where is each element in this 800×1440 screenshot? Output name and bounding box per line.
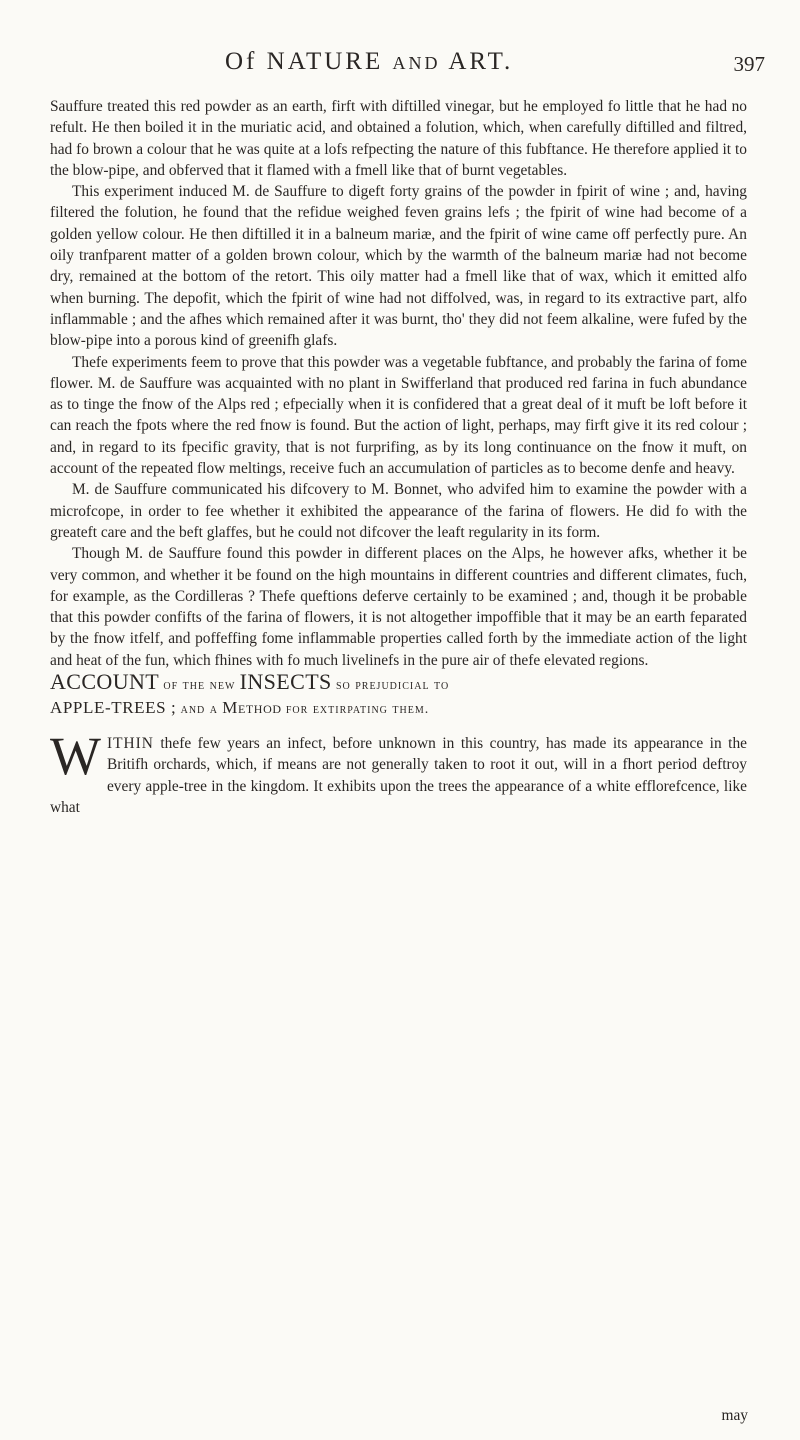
article-body-text: thefe few years an infect, before unknown in this country, has made its appearance in the Britifh orchards, which, if means are not generally taken to root it out, will in a fhort period deftroy every apple-tree in the kingdom. It exhibits upon the trees the appearance of a white efflorefcence, like what bbox=[50, 735, 747, 816]
running-head-nature: NATURE bbox=[266, 48, 384, 75]
title-so-prejudicial: so prejudicial to bbox=[335, 678, 450, 694]
page-header bbox=[225, 46, 765, 86]
catchword: may bbox=[721, 1407, 748, 1424]
title-of-the-new: of the new bbox=[163, 678, 236, 694]
running-head-of: Of bbox=[225, 48, 258, 75]
paragraph: Though M. de Sauffure found this powder in different places on the Alps, he however afks, whether it be very common, and whether it be found on the high mountains in different countries and different climates, fuch, for example, as the Cordilleras ? Thefe queftions deferve certainly to be examined ; and, though it be probable that this powder confifts of the farina of flowers, it is not altogether impoffible that it may be an earth feparated by the fnow itfelf, and poffeffing fome inflammable properties called forth by the immediate action of the light and heat of the fun, which fhines with fo much livelinefs in the pure air of thefe elevated regions. bbox=[50, 545, 747, 669]
paragraph: M. de Sauffure communicated his difcovery to M. Bonnet, who advifed him to examine the powder with a microfcope, in order to fee whether it exhibited the appearance of the farina of flowers. He did fo with the greateft care and the beft glaffes, but he could not difcover the leaft regularity in its form. bbox=[50, 481, 747, 541]
title-and-a: and a bbox=[180, 702, 218, 718]
title-for-extirpating: for extirpating them. bbox=[285, 702, 430, 718]
article-body bbox=[50, 726, 747, 818]
drop-cap: W bbox=[50, 726, 101, 787]
paragraph: Thefe experiments feem to prove that this powder was a vegetable fubftance, and probably the farina of fome flower. M. de Sauffure was acquainted with no plant in Swifferland that produced red farina in fuch abundance as to tinge the fnow of the Alps red ; efpecially when it is confidered that a great deal of it muft be loft before it can reach the fpots where the red fnow is found. But the action of light, perhaps, may firft give it its red colour ; and, in regard to its fpecific gravity, that is not furprifing, as by its long continuance on the fnow it muft, on account of the repeated flow meltings, receive fuch an accumulation of particles as to become denfe and heavy. bbox=[50, 353, 747, 478]
title-apple-trees: APPLE-TREES ; bbox=[50, 698, 177, 718]
title-method: Method bbox=[222, 698, 282, 718]
running-head-art: ART. bbox=[448, 48, 514, 75]
title-account: ACCOUNT bbox=[50, 669, 160, 695]
lead-word: ITHIN bbox=[106, 735, 154, 753]
article-title bbox=[50, 671, 747, 721]
body-text bbox=[50, 96, 747, 818]
running-head bbox=[225, 46, 513, 78]
paragraph: This experiment induced M. de Sauffure to digeft forty grains of the powder in fpirit of wine ; and, having filtered the folution, he found that the refidue weighed feven grains lefs ; the fpirit of wine had become of a golden yellow colour. He then diftilled it in a balneum mariæ, and the fpirit of wine came off perfectly pure. An oily tranfparent matter of a golden brown colour, which by the warmth of the balneum mariæ had not become dry, remained at the bottom of the retort. This oily matter had a fmell like that of wax, which it emitted alfo when burning. The depofit, which the fpirit of wine had not diffolved, was, in regard to its extractive part, alfo inflammable ; and the afhes which remained after it was burnt, tho' they did not feem alkaline, were fufed by the blow-pipe into a porous kind of greenifh glafs. bbox=[50, 183, 747, 350]
running-head-and: and bbox=[392, 48, 441, 75]
paragraph: Sauffure treated this red powder as an earth, firft with diftilled vinegar, but he employed fo little that he had no refult. He then boiled it in the muriatic acid, and obtained a folution, which, when carefully diftilled and filtred, had fo brown a colour that he was quite at a lofs refpecting the nature of this fubftance. He therefore applied it to the blow-pipe, and obferved that it flamed with a fmell like that of burnt vegetables. bbox=[50, 98, 747, 179]
title-insects: INSECTS bbox=[239, 669, 332, 695]
page-number: 397 bbox=[733, 52, 765, 76]
